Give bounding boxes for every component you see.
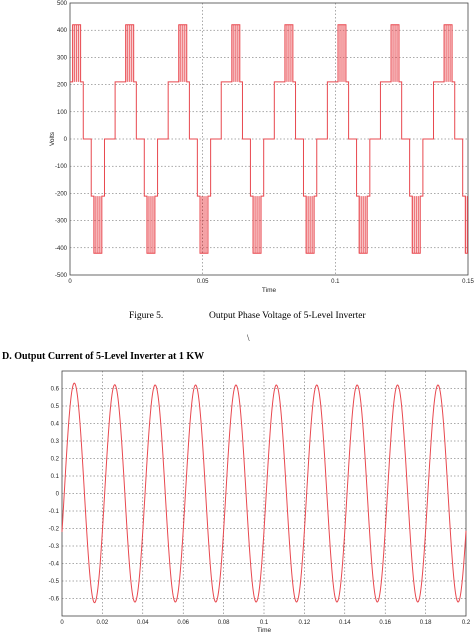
y-tick-label: 0 xyxy=(55,491,59,498)
y-tick-label: 0.2 xyxy=(50,456,59,463)
y-tick-label: 300 xyxy=(56,55,67,62)
y-tick-label: 0.1 xyxy=(50,474,59,480)
x-tick-label: 0 xyxy=(60,620,64,626)
y-tick-label: 0.3 xyxy=(50,439,59,445)
section-heading: D. Output Current of 5-Level Inverter at 1 KW xyxy=(2,351,205,362)
x-axis-label: Time xyxy=(256,627,272,633)
y-tick-label: -0.4 xyxy=(48,561,59,568)
x-tick-label: 0.12 xyxy=(298,620,311,626)
y-tick-label: -100 xyxy=(54,164,67,171)
y-tick-label: -300 xyxy=(54,218,67,225)
x-tick-label: 0.05 xyxy=(196,279,209,285)
y-tick-label: 200 xyxy=(56,82,67,89)
x-tick-label: 0.14 xyxy=(338,620,351,626)
x-tick-label: 0.02 xyxy=(96,620,109,626)
y-tick-label: 500 xyxy=(56,1,67,7)
x-tick-label: 0.08 xyxy=(217,620,230,626)
x-tick-label: 0.1 xyxy=(331,279,340,285)
x-axis-label: Time xyxy=(261,287,277,294)
figure-caption-label: Figure 5. xyxy=(129,311,164,321)
x-tick-label: 0.18 xyxy=(419,620,432,626)
y-tick-label: 0.4 xyxy=(50,421,59,428)
y-tick-label: -200 xyxy=(54,191,67,198)
x-tick-label: 0.2 xyxy=(461,620,471,626)
x-tick-label: 0.16 xyxy=(379,620,392,626)
figure-caption-text: Output Phase Voltage of 5-Level Inverter xyxy=(209,311,366,321)
x-tick-label: 0 xyxy=(68,279,72,285)
x-tick-label: 0.04 xyxy=(136,620,149,626)
y-tick-label: 0.5 xyxy=(50,404,59,410)
y-tick-label: -0.2 xyxy=(48,526,59,533)
y-tick-label: 0.6 xyxy=(50,386,59,393)
y-tick-label: 400 xyxy=(56,28,67,35)
x-tick-label: 0.1 xyxy=(259,620,269,626)
x-tick-label: 0.15 xyxy=(462,279,474,285)
stray-mark: \ xyxy=(247,333,250,343)
x-tick-label: 0.06 xyxy=(177,620,190,626)
y-axis-label: Volts xyxy=(49,131,56,147)
y-tick-label: -0.1 xyxy=(48,509,59,515)
y-tick-label: 100 xyxy=(56,109,67,116)
y-tick-label: -0.5 xyxy=(48,579,59,585)
y-tick-label: -500 xyxy=(54,273,67,279)
y-tick-label: -0.6 xyxy=(48,596,59,603)
y-tick-label: -400 xyxy=(54,245,67,252)
y-tick-label: -0.3 xyxy=(48,544,59,550)
y-tick-label: 0 xyxy=(63,137,67,143)
